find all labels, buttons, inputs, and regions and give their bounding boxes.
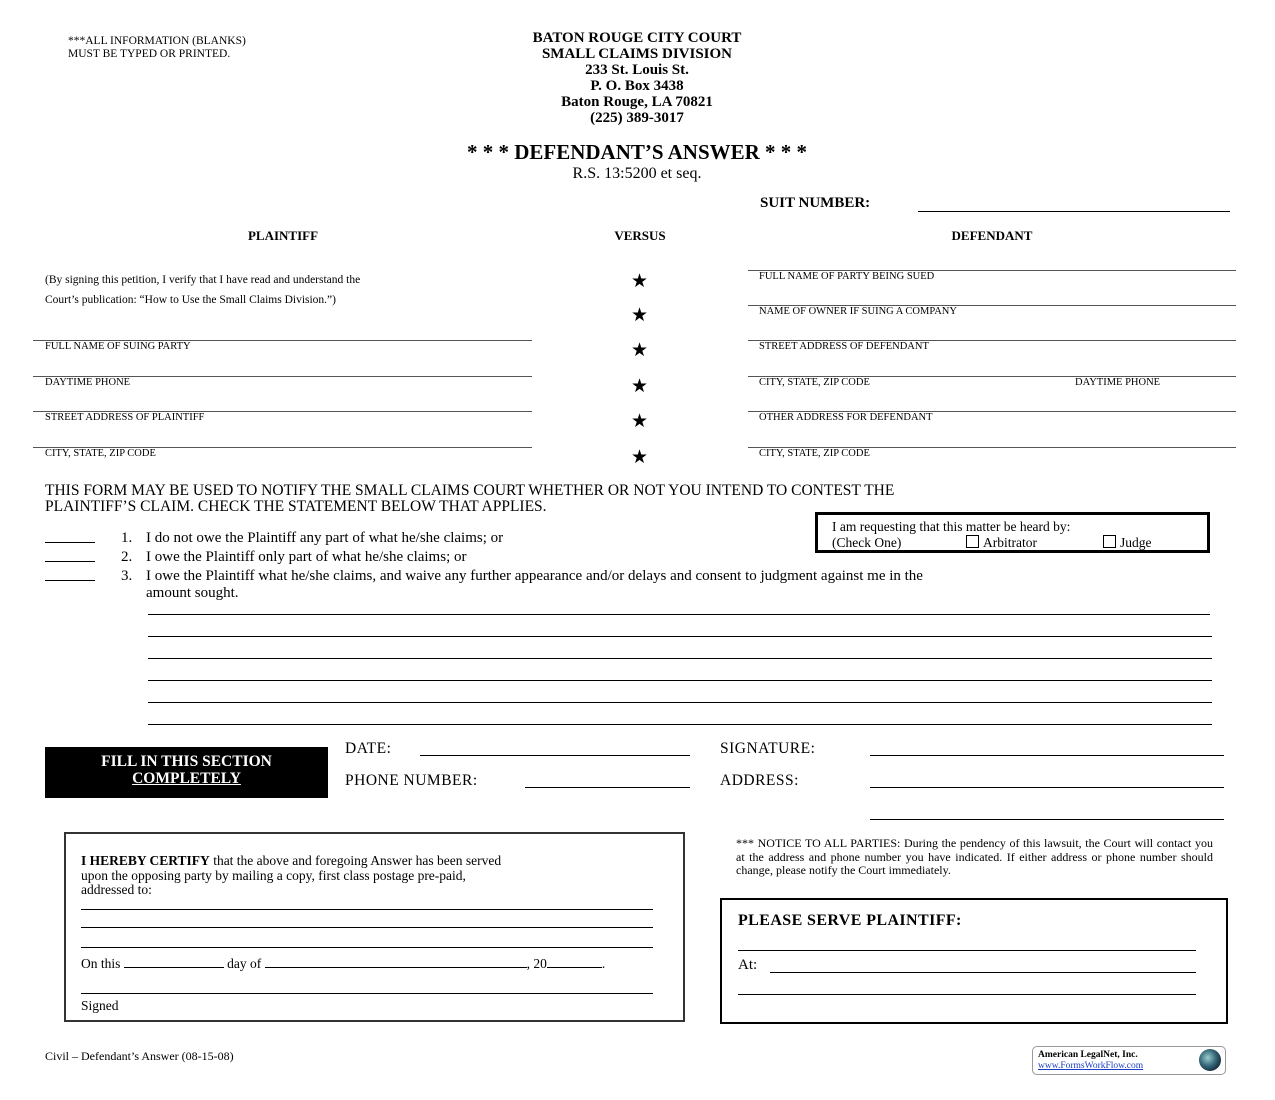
star-icon: ★ — [631, 411, 649, 432]
typed-notice-line: ***ALL INFORMATION (BLANKS) — [68, 35, 246, 47]
address-line[interactable] — [81, 927, 653, 928]
option-2-blank[interactable] — [45, 549, 95, 562]
on-this-line: On this day of , 20 . — [81, 956, 606, 971]
serve-plaintiff-box — [720, 898, 1228, 1024]
certify-heading: I HEREBY CERTIFY — [81, 853, 210, 868]
field-label: FULL NAME OF SUING PARTY — [45, 341, 191, 352]
amount-line[interactable] — [148, 680, 1212, 681]
hearing-request-box — [815, 512, 1210, 553]
division: SMALL CLAIMS DIVISION — [541, 46, 733, 62]
day-of-label: day of — [227, 956, 262, 971]
banner-line: COMPLETELY — [132, 770, 241, 787]
court-name: BATON ROUGE CITY COURT — [532, 30, 742, 46]
star-icon: ★ — [631, 271, 649, 292]
arbitrator-option[interactable] — [966, 535, 1037, 551]
defendant-heading: DEFENDANT — [951, 228, 1033, 243]
star-icon: ★ — [631, 376, 649, 397]
signature-field[interactable] — [870, 740, 1224, 756]
amount-line[interactable] — [148, 658, 1212, 659]
date-label: DATE: — [345, 740, 392, 757]
arbitrator-checkbox[interactable] — [966, 535, 979, 548]
address-label: ADDRESS: — [720, 772, 799, 789]
field-label: NAME OF OWNER IF SUING A COMPANY — [759, 306, 957, 317]
signed-label: Signed — [81, 998, 119, 1013]
certify-text: upon the opposing party by mailing a copy, first class postage pre-paid, — [81, 868, 466, 883]
signature-label: SIGNATURE: — [720, 740, 816, 757]
certify-line — [81, 854, 501, 868]
statute: R.S. 13:5200 et seq. — [572, 165, 702, 182]
notice-to-parties: *** NOTICE TO ALL PARTIES: During the pendency of this lawsuit, the Court will contact you at the address and phone number you have indicated. If either address or phone number should change, please notify the Court immediately. — [736, 836, 1213, 877]
star-icon: ★ — [631, 340, 649, 361]
year-prefix: , 20 — [526, 956, 547, 971]
field-label: CITY, STATE, ZIP CODE — [759, 448, 870, 459]
option-3 — [45, 568, 923, 601]
option-text: I owe the Plaintiff only part of what he/she claims; or — [146, 549, 467, 565]
option-number: 3. — [121, 568, 133, 584]
instruction-line: PLAINTIFF’S CLAIM. CHECK THE STATEMENT BELOW THAT APPLIES. — [45, 498, 547, 515]
judge-checkbox[interactable] — [1103, 535, 1116, 548]
star-icon: ★ — [631, 305, 649, 326]
judge-option[interactable] — [1103, 535, 1152, 551]
field-label: CITY, STATE, ZIP CODE — [45, 448, 156, 459]
month-field[interactable] — [265, 955, 527, 968]
verification-line: Court’s publication: “How to Use the Small Claims Division.”) — [45, 294, 336, 306]
star-icon: ★ — [631, 447, 649, 468]
hearing-request-text: I am requesting that this matter be heard by: — [832, 519, 1071, 534]
address-line[interactable] — [81, 909, 653, 910]
field-label: OTHER ADDRESS FOR DEFENDANT — [759, 412, 933, 423]
typed-notice — [68, 35, 246, 61]
banner-line: FILL IN THIS SECTION — [101, 753, 272, 770]
option-text: I owe the Plaintiff what he/she claims, and waive any further appearance and/or delays and consent to judgment against me in the — [146, 568, 923, 584]
certify-text: that the above and foregoing Answer has been served — [209, 853, 502, 868]
field-label: STREET ADDRESS OF PLAINTIFF — [45, 412, 205, 423]
court-header — [437, 30, 837, 126]
serve-line[interactable] — [738, 994, 1196, 995]
logo-name: American LegalNet, Inc. — [1038, 1050, 1138, 1060]
amount-line[interactable] — [148, 636, 1212, 637]
option-1 — [45, 530, 504, 548]
option-2 — [45, 549, 467, 567]
option-text: I do not owe the Plaintiff any part of what he/she claims; or — [146, 530, 504, 546]
field-label: DAYTIME PHONE — [1075, 377, 1161, 388]
page-title: * * * DEFENDANT’S ANSWER * * * — [466, 140, 808, 164]
signed-line[interactable] — [81, 993, 653, 994]
address-line[interactable] — [81, 947, 653, 948]
certify-text: addressed to: — [81, 882, 152, 897]
day-field[interactable] — [124, 955, 224, 968]
arbitrator-label: Arbitrator — [983, 535, 1037, 550]
form-footer: Civil – Defendant’s Answer (08-15-08) — [45, 1049, 234, 1063]
option-3-blank[interactable] — [45, 568, 95, 581]
suit-number-label: SUIT NUMBER: — [760, 195, 871, 211]
versus-heading: VERSUS — [614, 228, 666, 243]
amount-line[interactable] — [148, 614, 1210, 615]
plaintiff-heading: PLAINTIFF — [247, 228, 319, 243]
option-1-blank[interactable] — [45, 530, 95, 543]
on-this-label: On this — [81, 956, 121, 971]
option-number: 1. — [121, 530, 133, 546]
instructions — [45, 483, 894, 515]
option-text: amount sought. — [146, 585, 239, 601]
check-one-label: (Check One) — [832, 535, 902, 550]
field-label: CITY, STATE, ZIP CODE — [759, 377, 870, 388]
verification-line: (By signing this petition, I verify that I have read and understand the — [45, 274, 361, 286]
street: 233 St. Louis St. — [585, 62, 689, 78]
globe-icon — [1199, 1049, 1221, 1071]
field-label: DAYTIME PHONE — [45, 377, 131, 388]
phone-field[interactable] — [525, 772, 690, 788]
typed-notice-line: MUST BE TYPED OR PRINTED. — [68, 48, 231, 60]
judge-label: Judge — [1120, 535, 1152, 550]
address-field-2[interactable] — [870, 804, 1224, 820]
city: Baton Rouge, LA 70821 — [561, 94, 713, 110]
legalnet-logo[interactable] — [1032, 1046, 1226, 1075]
plaintiff-verification — [45, 270, 360, 310]
fill-in-banner — [45, 747, 328, 798]
phone: (225) 389-3017 — [590, 110, 684, 126]
option-number: 2. — [121, 549, 133, 565]
field-label: STREET ADDRESS OF DEFENDANT — [759, 341, 929, 352]
year-field[interactable] — [547, 955, 602, 968]
suit-number-field[interactable] — [918, 196, 1230, 212]
field-label: FULL NAME OF PARTY BEING SUED — [759, 271, 935, 282]
amount-line[interactable] — [148, 724, 1212, 725]
serve-line[interactable] — [738, 950, 1196, 951]
serve-title: PLEASE SERVE PLAINTIFF: — [738, 912, 962, 929]
phone-label: PHONE NUMBER: — [345, 772, 478, 789]
logo-url[interactable]: www.FormsWorkFlow.com — [1038, 1061, 1144, 1071]
amount-line[interactable] — [148, 702, 1212, 703]
date-field[interactable] — [420, 740, 690, 756]
at-label: At: — [738, 957, 758, 973]
po-box: P. O. Box 3438 — [590, 78, 684, 94]
certificate-of-service — [64, 832, 685, 1022]
serve-address-line[interactable] — [770, 972, 1196, 973]
instruction-line: THIS FORM MAY BE USED TO NOTIFY THE SMALL CLAIMS COURT WHETHER OR NOT YOU INTEND TO CONTEST THE — [45, 482, 895, 499]
address-field[interactable] — [870, 772, 1224, 788]
